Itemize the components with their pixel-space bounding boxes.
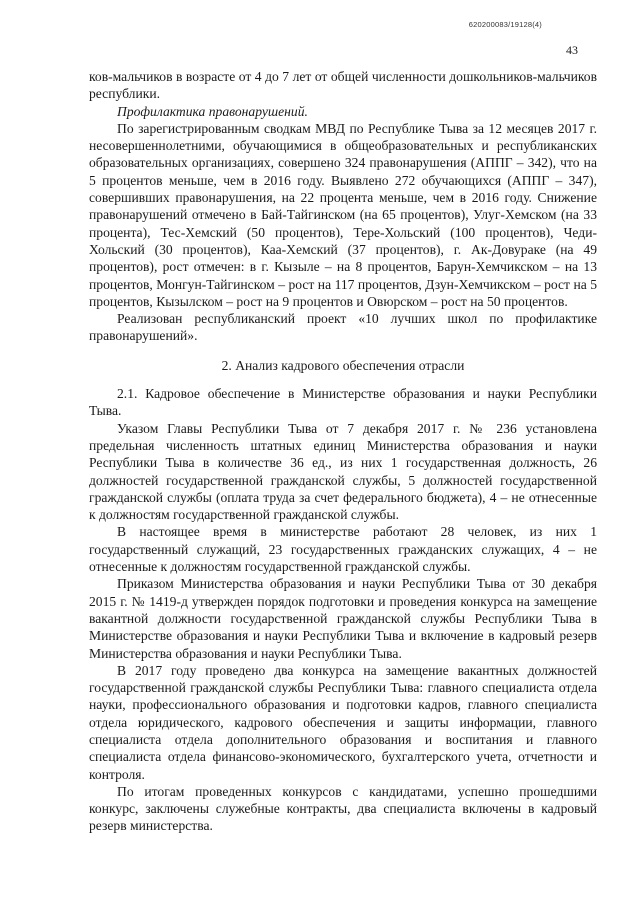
paragraph-staffing-title: 2.1. Кадровое обеспечение в Министерстве образования и науки Республики Тыва. (89, 386, 597, 419)
paragraph-current-staff: В настоящее время в министерстве работают 28 человек, из них 1 государственный служащий, 23 государственных гражданских служащих, 4 – не отнесенные к должностям государственной гражданской службы. (89, 524, 597, 575)
subheading-offense-prevention: Профилактика правонарушений. (117, 103, 308, 119)
paragraph-order: Приказом Министерства образования и науки Республики Тыва от 30 декабря 2015 г. № 1419-д утвержден порядок подготовки и проведения конкурса на замещение вакантной должности государственной гражданской службы Республики Тыва в Министерстве образования и науки Республики Тыва и включение в кадровый резерв Министерства образования и науки Республики Тыва. (89, 576, 597, 661)
paragraph-project: Реализован республиканский проект «10 лучших школ по профилактике правонарушений». (89, 311, 597, 344)
paragraph-continuation: ков-мальчиков в возрасте от 4 до 7 лет от общей численности дошкольников-мальчиков республики. (89, 69, 597, 102)
page-number: 43 (566, 43, 578, 57)
section-heading: 2. Анализ кадрового обеспечения отрасли (221, 357, 465, 373)
paragraph-results: По итогам проведенных конкурсов с кандидатами, успешно прошедшими конкурс, заключены служебные контракты, два специалиста включены в кадровый резерв министерства. (89, 783, 597, 834)
paragraph-offense-statistics: По зарегистрированным сводкам МВД по Республике Тыва за 12 месяцев 2017 г. несовершеннолетними, обучающимися в общеобразовательных и республиканских образовательных организациях, совершено 324 правонарушения (АППГ – 342), что на 5 процентов меньше, чем в 2016 году. Выявлено 272 обучающихся (АППГ – 347), совершивших правонарушения, на 22 процента меньше, чем в 2016 году. Снижение правонарушений отмечено в Бай-Тайгинском (на 65 процентов), Улуг-Хемском (на 33 процента), Тес-Хемский (50 процентов), Тере-Хольский (100 процентов), Чеди-Хольский (30 процентов), Каа-Хемский (37 процентов), г. Ак-Довураке (на 49 процентов), рост отмечен: в г. Кызыле – на 8 процентов, Барун-Хемчикском – на 13 процентов, Монгун-Тайгинском – рост на 117 процентов, Дзун-Хемчикском – рост на 5 процентов, Кызылском – рост на 9 процентов и Овюрском – рост на 50 процентов. (89, 120, 597, 309)
paragraph-decree: Указом Главы Республики Тыва от 7 декабря 2017 г. № 236 установлена предельная численность штатных единиц Министерства образования и науки Республики Тыва в количестве 36 ед., из них 1 государственная должность, 26 должностей государственной гражданской службы, 5 должностей государственной гражданской службы (оплата труда за счет федерального бюджета), 4 – не отнесенные к должностям государственной гражданской службы. (89, 420, 597, 523)
paragraph-competitions: В 2017 году проведено два конкурса на замещение вакантных должностей государственной гражданской службы Республики Тыва: главного специалиста отдела науки, профессионального образования и подготовки кадров, главного специалиста отдела юридического, кадрового обеспечения и защиты информации, главного специалиста отдела дополнительного образования и воспитания и главного специалиста отдела финансово-экономического, бухгалтерского учета, отчетности и контроля. (89, 662, 597, 782)
document-body (89, 68, 597, 835)
document-id: 620200083/19128(4) (468, 20, 542, 29)
